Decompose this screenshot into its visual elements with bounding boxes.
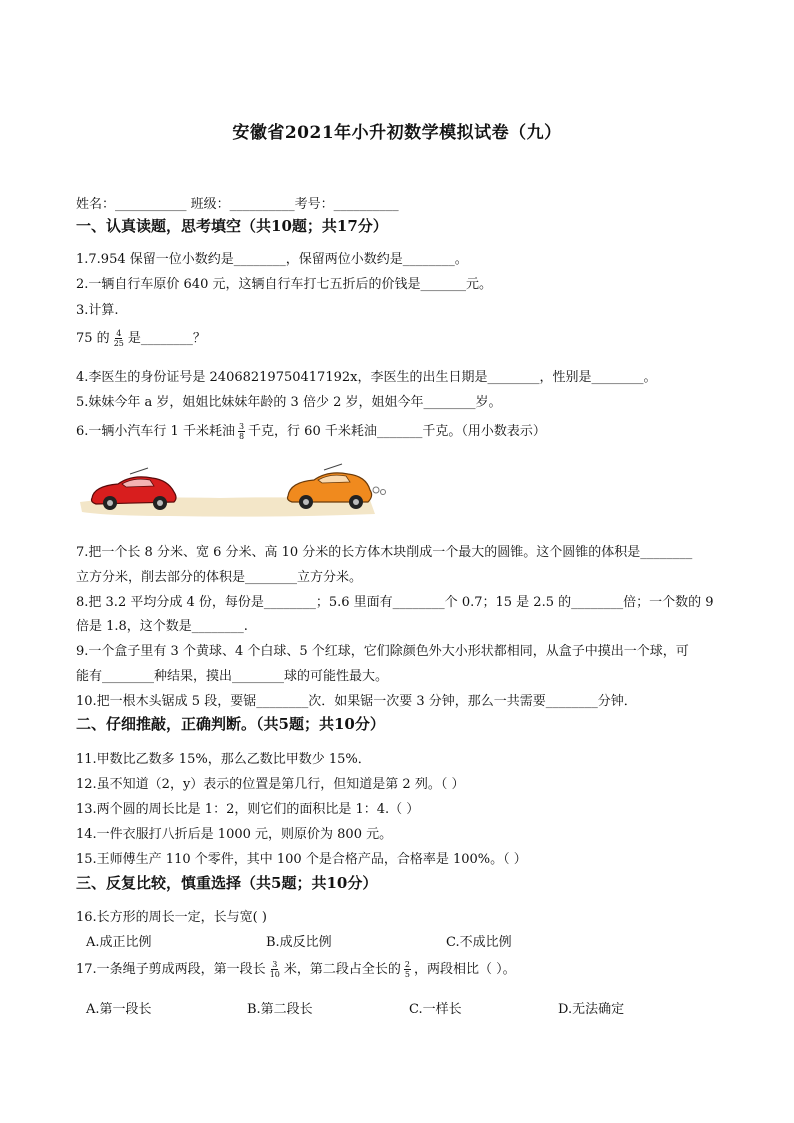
question-9-line-1: 9.一个盒子里有 3 个黄球、4 个白球、5 个红球，它们除颜色外大小形状都相同，从盒子中摸出一个球，可 — [76, 644, 689, 659]
q17-option-b[interactable]: B.第二段长 — [247, 1002, 313, 1017]
question-10: 10.把一根木头锯成 5 段，要锯________次．如果锯一次要 3 分钟，那么一共需要________分钟． — [76, 694, 637, 709]
fraction-numerator: 3 — [272, 960, 278, 969]
question-5: 5.妹妹今年 a 岁，姐姐比妹妹年龄的 3 倍少 2 岁，姐姐今年________岁。 — [76, 395, 502, 410]
cars-illustration — [70, 460, 390, 522]
fraction-numerator: 4 — [116, 329, 122, 338]
q17-prefix: 17.一条绳子剪成两段，第一段长 — [76, 962, 266, 977]
q3-suffix: 是________？ — [127, 331, 206, 346]
section-3-heading: 三、反复比较，慎重选择（共5题；共10分） — [76, 874, 378, 892]
q3-prefix: 75 的 — [76, 331, 110, 346]
question-8-line-2: 倍是 1.8，这个数是________. — [76, 619, 248, 634]
q17-middle: 米，第二段占全长的 — [283, 962, 401, 977]
question-4: 4.李医生的身份证号是 24068219750417192x，李医生的出生日期是________，性别是________。 — [76, 370, 657, 385]
fraction-3-10 — [269, 960, 281, 979]
question-9-line-2: 能有________种结果，摸出________球的可能性最大。 — [76, 669, 389, 684]
q17-option-c[interactable]: C.一样长 — [409, 1002, 462, 1017]
question-2: 2.一辆自行车原价 640 元，这辆自行车打七五折后的价钱是_______元。 — [76, 277, 492, 292]
question-14: 14.一件衣服打八折后是 1000 元，则原价为 800 元。 — [76, 827, 393, 842]
question-16: 16.长方形的周长一定，长与宽( ) — [76, 910, 267, 925]
fraction-numerator: 2 — [404, 960, 410, 969]
q17-suffix: ，两段相比（ ）。 — [413, 962, 516, 977]
q16-option-c[interactable]: C.不成比例 — [446, 935, 512, 950]
fraction-denominator: 5 — [404, 970, 410, 979]
q6-prefix: 6.一辆小汽车行 1 千米耗油 — [76, 424, 235, 439]
section-1-heading: 一、认真读题，思考填空（共10题；共17分） — [76, 217, 388, 235]
student-info-line: 姓名：___________ 班级：__________考号：__________ — [76, 197, 399, 212]
question-13: 13.两个圆的周长比是 1：2，则它们的面积比是 1：4.（ ） — [76, 802, 420, 817]
question-12: 12.虽不知道（2，y）表示的位置是第几行，但知道是第 2 列。（ ） — [76, 777, 465, 792]
q17-option-a[interactable]: A.第一段长 — [86, 1002, 152, 1017]
fraction-denominator: 25 — [113, 339, 124, 348]
question-15: 15.王师傅生产 110 个零件，其中 100 个是合格产品，合格率是 100%。（ ） — [76, 852, 527, 867]
fraction-2-5 — [404, 960, 411, 979]
q16-option-a[interactable]: A.成正比例 — [86, 935, 152, 950]
fraction-4-25 — [113, 329, 125, 348]
question-17 — [76, 958, 516, 979]
question-3: 3.计算. — [76, 303, 119, 318]
fraction-denominator: 8 — [238, 432, 245, 441]
question-11: 11.甲数比乙数多 15%，那么乙数比甲数少 15%． — [76, 752, 371, 767]
question-8-line-1: 8.把 3.2 平均分成 4 份，每份是________；5.6 里面有________个 0.7；15 是 2.5 的________倍；一个数的 9 — [76, 595, 714, 610]
fraction-numerator: 3 — [238, 422, 245, 431]
question-7-line-1: 7.把一个长 8 分米、宽 6 分米、高 10 分米的长方体木块削成一个最大的圆锥。这个圆锥的体积是________ — [76, 545, 693, 560]
fraction-denominator: 10 — [269, 970, 280, 979]
q6-suffix: 千克，行 60 千米耗油_______千克。（用小数表示） — [248, 424, 546, 439]
question-7-line-2: 立方分米，削去部分的体积是________立方分米。 — [76, 570, 363, 585]
section-2-heading: 二、仔细推敲，正确判断。（共5题；共10分） — [76, 715, 385, 733]
page-title: 安徽省2021年小升初数学模拟试卷（九） — [232, 123, 562, 143]
question-3-expression — [76, 327, 206, 348]
fraction-3-8 — [238, 422, 245, 441]
q16-option-b[interactable]: B.成反比例 — [266, 935, 332, 950]
question-1: 1.7.954 保留一位小数约是________，保留两位小数约是________。 — [76, 252, 468, 267]
question-6 — [76, 420, 546, 441]
q17-option-d[interactable]: D.无法确定 — [558, 1002, 625, 1017]
